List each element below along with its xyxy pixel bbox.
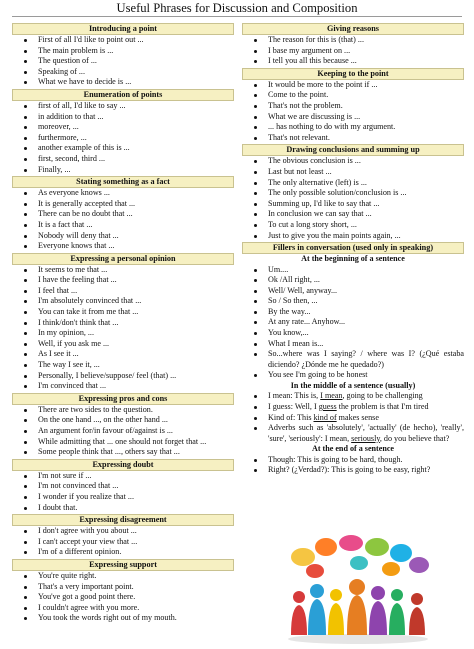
phrase-item: On the one hand ..., on the other hand ...	[12, 415, 234, 426]
phrase-item: What we are discussing is ...	[242, 112, 464, 123]
phrase-item: That's a very important point.	[12, 582, 234, 593]
phrase-item: I can't accept your view that ...	[12, 537, 234, 548]
phrase-item: Ok /All right, ...	[242, 275, 464, 286]
phrase-item: ... has nothing to do with my argument.	[242, 122, 464, 133]
phrase-item: The reason for this is (that) ...	[242, 35, 464, 46]
section-heading: Expressing doubt	[12, 459, 234, 471]
section-heading: Expressing support	[12, 559, 234, 571]
phrase-item: In conclusion we can say that ...	[242, 209, 464, 220]
section-heading: Expressing a personal opinion	[12, 253, 234, 265]
phrase-item: The question of ...	[12, 56, 234, 67]
phrase-list	[12, 101, 234, 175]
phrase-item: I tell you all this because ...	[242, 56, 464, 67]
phrase-item: I doubt that.	[12, 503, 234, 514]
underlined-filler: kind of	[313, 412, 337, 422]
phrase-item: Nobody will deny that ...	[12, 231, 234, 242]
subheading: At the beginning of a sentence	[301, 254, 405, 264]
phrase-item: I have the feeling that ...	[12, 275, 234, 286]
section-heading: Stating something as a fact	[12, 176, 234, 188]
phrase-list	[242, 156, 464, 241]
phrase-text: makes sense	[336, 412, 379, 422]
phrase-item: Right? (¿Verdad?): This is going to be easy, right?	[242, 465, 464, 476]
phrase-item: I'm not sure if ...	[12, 471, 234, 482]
underlined-filler: I mean	[320, 391, 343, 401]
phrase-item: The only alternative (left) is ...	[242, 178, 464, 189]
phrase-item	[242, 423, 464, 444]
phrase-item: Just to give you the main points again, ...	[242, 231, 464, 242]
phrase-item: furthermore, ...	[12, 133, 234, 144]
phrase-item: That's not relevant.	[242, 133, 464, 144]
phrase-item: I couldn't agree with you more.	[12, 603, 234, 614]
section-heading: Keeping to the point	[242, 68, 464, 80]
phrase-list	[242, 265, 464, 382]
phrase-item: Personally, I believe/suppose/ feel (that) ...	[12, 371, 234, 382]
section-heading: Introducing a point	[12, 23, 234, 35]
phrase-item: So / So then, ...	[242, 296, 464, 307]
phrase-list	[12, 571, 234, 624]
phrase-item: I'm of a different opinion.	[12, 547, 234, 558]
phrase-text: the problem is that I'm tired	[336, 402, 429, 412]
phrase-item: I feel that ...	[12, 286, 234, 297]
phrase-item: The obvious conclusion is ...	[242, 156, 464, 167]
phrase-item: There are two sides to the question.	[12, 405, 234, 416]
phrase-list	[242, 35, 464, 67]
subheading: At the end of a sentence	[311, 444, 395, 454]
phrase-item: Everyone knows that ...	[12, 241, 234, 252]
phrase-list	[242, 391, 464, 444]
phrase-item: I'm absolutely convinced that ...	[12, 296, 234, 307]
phrase-item: At any rate... Anyhow...	[242, 317, 464, 328]
phrase-list	[242, 80, 464, 144]
phrase-item	[242, 391, 464, 402]
phrase-item: first of all, I'd like to say ...	[12, 101, 234, 112]
phrase-item: You took the words right out of my mouth.	[12, 613, 234, 624]
phrase-item: The main problem is ...	[12, 46, 234, 57]
phrase-item: You can take it from me that ...	[12, 307, 234, 318]
phrase-item: Come to the point.	[242, 90, 464, 101]
phrase-item: Some people think that ..., others say that ...	[12, 447, 234, 458]
phrase-list	[12, 471, 234, 513]
phrase-item: As everyone knows ...	[12, 188, 234, 199]
phrase-item: First of all I'd like to point out ...	[12, 35, 234, 46]
phrase-item: I wonder if you realize that ...	[12, 492, 234, 503]
phrase-item: It seems to me that ...	[12, 265, 234, 276]
section-heading: Expressing pros and cons	[12, 393, 234, 405]
phrase-item: That's not the problem.	[242, 101, 464, 112]
phrase-list	[12, 526, 234, 558]
phrase-item: Finally, ...	[12, 165, 234, 176]
phrase-item: You know,...	[242, 328, 464, 339]
subheading: In the middle of a sentence (usually)	[290, 381, 416, 391]
section-heading: Drawing conclusions and summing up	[242, 144, 464, 156]
phrase-item: An argument for/in favour of/against is ...	[12, 426, 234, 437]
section-heading: Enumeration of points	[12, 89, 234, 101]
phrase-text: Kind of: This	[268, 412, 314, 422]
phrase-item: I'm convinced that ...	[12, 381, 234, 392]
phrase-list	[242, 455, 464, 476]
phrase-item: The way I see it, ...	[12, 360, 234, 371]
underlined-filler: guess	[318, 402, 337, 412]
phrase-item: In my opinion, ...	[12, 328, 234, 339]
section-heading: Expressing disagreement	[12, 514, 234, 526]
people-speech-bubbles-illustration	[281, 535, 436, 645]
phrase-item: Well, if you ask me ...	[12, 339, 234, 350]
phrase-item	[242, 413, 464, 424]
phrase-item: It is a fact that ...	[12, 220, 234, 231]
phrase-text: , do you believe that?	[379, 433, 450, 443]
phrase-item: You're quite right.	[12, 571, 234, 582]
phrase-item: Um....	[242, 265, 464, 276]
phrase-item: By the way...	[242, 307, 464, 318]
phrase-item: It is generally accepted that ...	[12, 199, 234, 210]
phrase-item: moreover, ...	[12, 122, 234, 133]
section-heading: Giving reasons	[242, 23, 464, 35]
phrase-item: Well/ Well, anyway...	[242, 286, 464, 297]
phrase-item: You see I'm going to be honest	[242, 370, 464, 381]
phrase-text: I mean: This is,	[268, 391, 321, 401]
phrase-item: I'm not convinced that ...	[12, 481, 234, 492]
people-figures-icon	[288, 579, 428, 644]
phrase-item: What I mean is...	[242, 339, 464, 350]
phrase-item: Speaking of ...	[12, 67, 234, 78]
section-heading: Fillers in conversation (used only in speaking)	[242, 242, 464, 254]
phrase-list	[12, 265, 234, 392]
phrase-item: So...where was I saying? / where was I? (¿Qué estaba diciendo? ¿Dónde me he quedado?)	[242, 349, 464, 370]
phrase-item: The only possible solution/conclusion is ...	[242, 188, 464, 199]
phrase-item: first, second, third ...	[12, 154, 234, 165]
phrase-item: Though: This is going to be hard, though.	[242, 455, 464, 466]
phrase-item: While admitting that ... one should not forget that ...	[12, 437, 234, 448]
phrase-text: , going to be challenging	[342, 391, 423, 401]
phrase-text: I guess: Well, I	[268, 402, 319, 412]
phrase-item: You've got a good point there.	[12, 592, 234, 603]
phrase-item	[242, 402, 464, 413]
phrase-list	[12, 188, 234, 252]
phrase-item: It would be more to the point if ...	[242, 80, 464, 91]
phrase-list	[12, 405, 234, 458]
phrase-item: I base my argument on ...	[242, 46, 464, 57]
phrase-item: in addition to that ...	[12, 112, 234, 123]
phrase-item: What we have to decide is ...	[12, 77, 234, 88]
phrase-text: Adverbs such as 'absolutely', 'actually' (de hecho), 'really', 'sure', 'seriously': I mean,	[268, 423, 464, 443]
underlined-filler: seriously	[351, 433, 380, 443]
phrase-item: I don't agree with you about ...	[12, 526, 234, 537]
page-title: Useful Phrases for Discussion and Composition	[116, 1, 358, 15]
left-column	[12, 22, 234, 624]
speech-bubble-icons	[291, 535, 429, 578]
phrase-item: There can be no doubt that ...	[12, 209, 234, 220]
right-column	[242, 22, 464, 476]
title-rule	[12, 16, 462, 17]
phrase-item: To cut a long story short, ...	[242, 220, 464, 231]
phrase-item: Last but not least ...	[242, 167, 464, 178]
phrase-item: another example of this is ...	[12, 143, 234, 154]
phrase-item: Summing up, I'd like to say that ...	[242, 199, 464, 210]
phrase-item: I think/don't think that ...	[12, 318, 234, 329]
phrase-list	[12, 35, 234, 88]
phrase-item: As I see it ...	[12, 349, 234, 360]
